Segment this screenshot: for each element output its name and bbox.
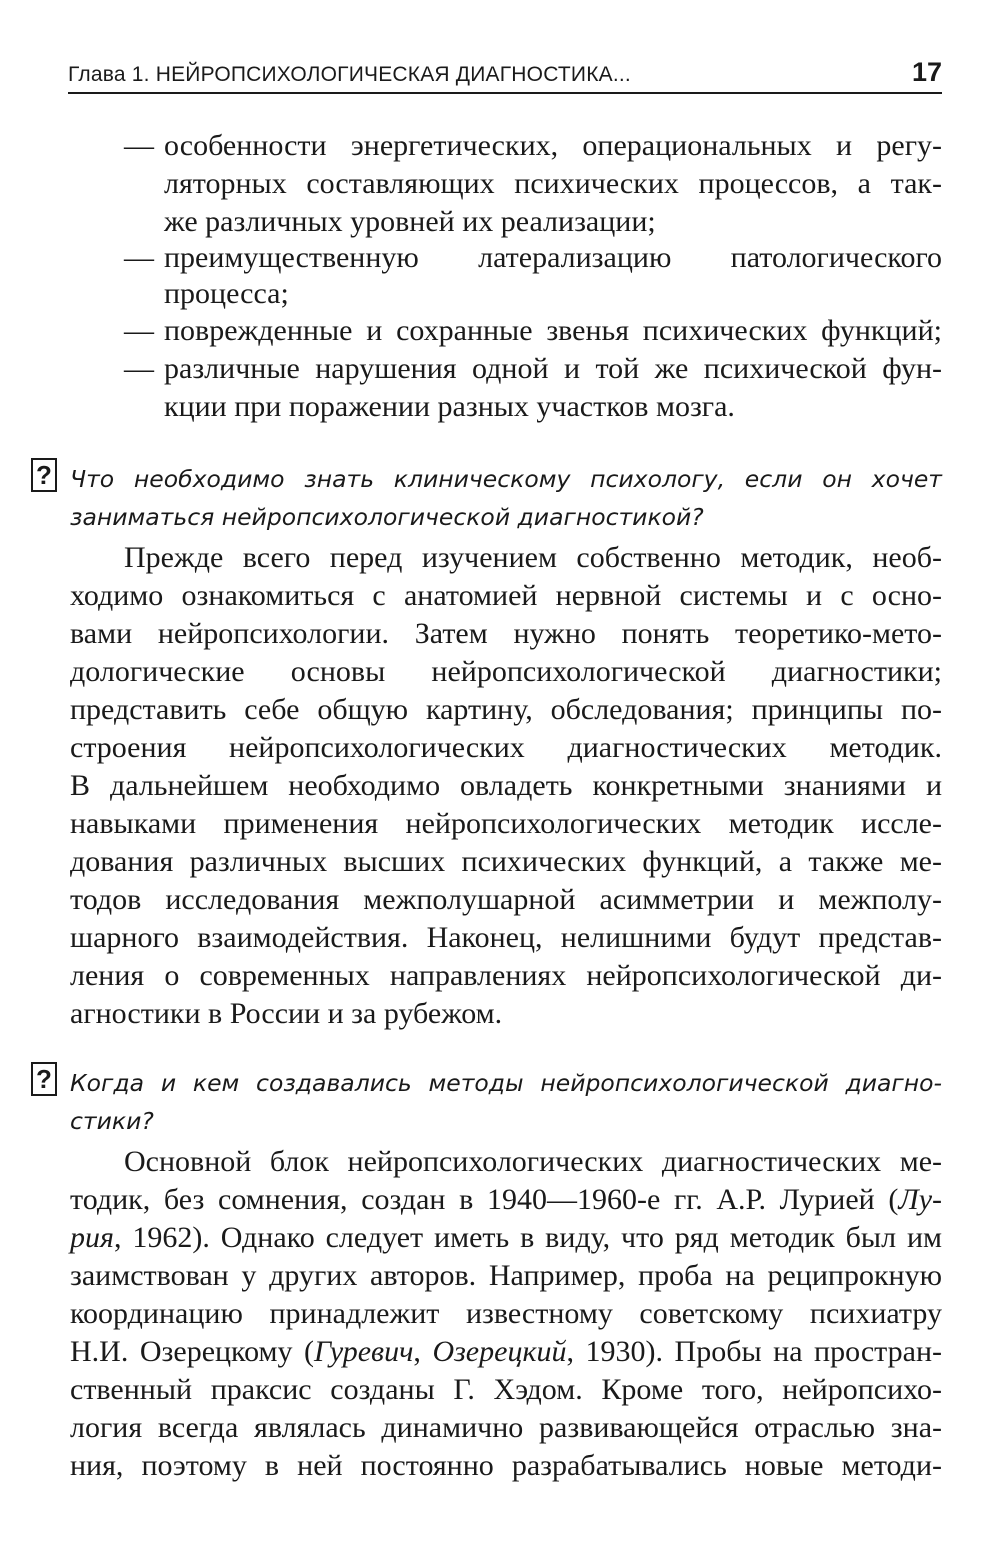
page-number: 17	[911, 57, 942, 87]
running-header	[68, 50, 942, 94]
paragraph-line: тодов исследования межполушарной асимметрии и межполу-	[70, 883, 942, 916]
paragraph-line: дования различных высших психических функций, а также ме-	[70, 845, 942, 878]
list-item-line: ляторных составляющих психических процессов, а так-	[164, 167, 942, 200]
list-item-line: особенности энергетических, операциональных и регу-	[164, 129, 942, 162]
paragraph-line: Прежде всего перед изучением собственно методик, необ-	[124, 541, 942, 574]
question-mark-icon: ?	[31, 1062, 57, 1096]
paragraph-line: вами нейропсихологии. Затем нужно понять теоретико-мето-	[70, 617, 942, 650]
list-dash: —	[124, 241, 154, 274]
paragraph-line: В дальнейшем необходимо овладеть конкретными знаниями и	[70, 769, 942, 802]
paragraph-line: ния, поэтому в ней постоянно разрабатывались новые методи-	[70, 1449, 942, 1482]
citation-author: рия	[70, 1221, 114, 1254]
paragraph-line: логия всегда являлась динамично развивающейся отраслью зна-	[70, 1411, 942, 1444]
paragraph-line: ходимо ознакомиться с анатомией нервной системы и с осно-	[70, 579, 942, 612]
paragraph-line: навыками применения нейропсихологических методик иссле-	[70, 807, 942, 840]
paragraph-line: строения нейропсихологических диагностических методик.	[70, 731, 942, 764]
list-item-line: же различных уровней их реализации;	[164, 205, 656, 238]
list-item-line: кции при поражении разных участков мозга.	[164, 390, 735, 423]
question-line: стики?	[70, 1107, 154, 1135]
text-run: тодик, без сомнения, создан в 1940—1960-е гг. А.Р. Лурией (	[70, 1183, 899, 1216]
paragraph-line: дологические основы нейропсихологической диагностики;	[70, 655, 942, 688]
paragraph-line: Основной блок нейропсихологических диагностических ме-	[124, 1145, 942, 1178]
paragraph-line: представить себе общую картину, обследования; принципы по-	[70, 693, 942, 726]
text-run: , 1962). Однако следует иметь в виду, что ряд методик был им	[113, 1221, 942, 1254]
list-item-line: преимущественную латерализацию патологического	[164, 241, 942, 274]
question-mark-icon: ?	[31, 458, 57, 492]
list-dash: —	[124, 129, 154, 162]
list-item-line: поврежденные и сохранные звенья психических функций;	[164, 314, 942, 347]
text-run: ,	[413, 1335, 433, 1368]
paragraph-line: агностики в России и за рубежом.	[70, 997, 503, 1030]
paragraph-line	[70, 1182, 942, 1218]
text-run: , 1930). Пробы на простран-	[566, 1335, 942, 1368]
question-line: Что необходимо знать клиническому психологу, если он хочет	[70, 465, 942, 493]
question-line: заниматься нейропсихологической диагностикой?	[70, 503, 704, 531]
list-dash: —	[124, 352, 154, 385]
paragraph-line: заимствован у других авторов. Например, проба на реципрокную	[70, 1259, 942, 1292]
paragraph-line: ственный праксис созданы Г. Хэдом. Кроме того, нейропсихо-	[70, 1373, 942, 1406]
chapter-title: Глава 1. НЕЙРОПСИХОЛОГИЧЕСКАЯ ДИАГНОСТИКА...	[68, 63, 631, 86]
list-item-line: различные нарушения одной и той же психической фун-	[164, 352, 942, 385]
paragraph-line	[70, 1334, 942, 1370]
paragraph-line: ления о современных направлениях нейропсихологической ди-	[70, 959, 942, 992]
paragraph-line: шарного взаимодействия. Наконец, нелишними будут представ-	[70, 921, 942, 954]
paragraph-line: координацию принадлежит известному советскому психиатру	[70, 1297, 942, 1330]
question-line: Когда и кем создавались методы нейропсихологической диагно-	[70, 1069, 942, 1097]
paragraph-line	[70, 1220, 942, 1256]
citation-author: Лу-	[898, 1183, 942, 1216]
citation-author: Гуревич	[314, 1335, 414, 1368]
text-run: Н.И. Озерецкому (	[70, 1335, 315, 1368]
list-item-line: процесса;	[164, 277, 289, 310]
list-dash: —	[124, 314, 154, 347]
citation-author: Озерецкий	[432, 1335, 567, 1368]
